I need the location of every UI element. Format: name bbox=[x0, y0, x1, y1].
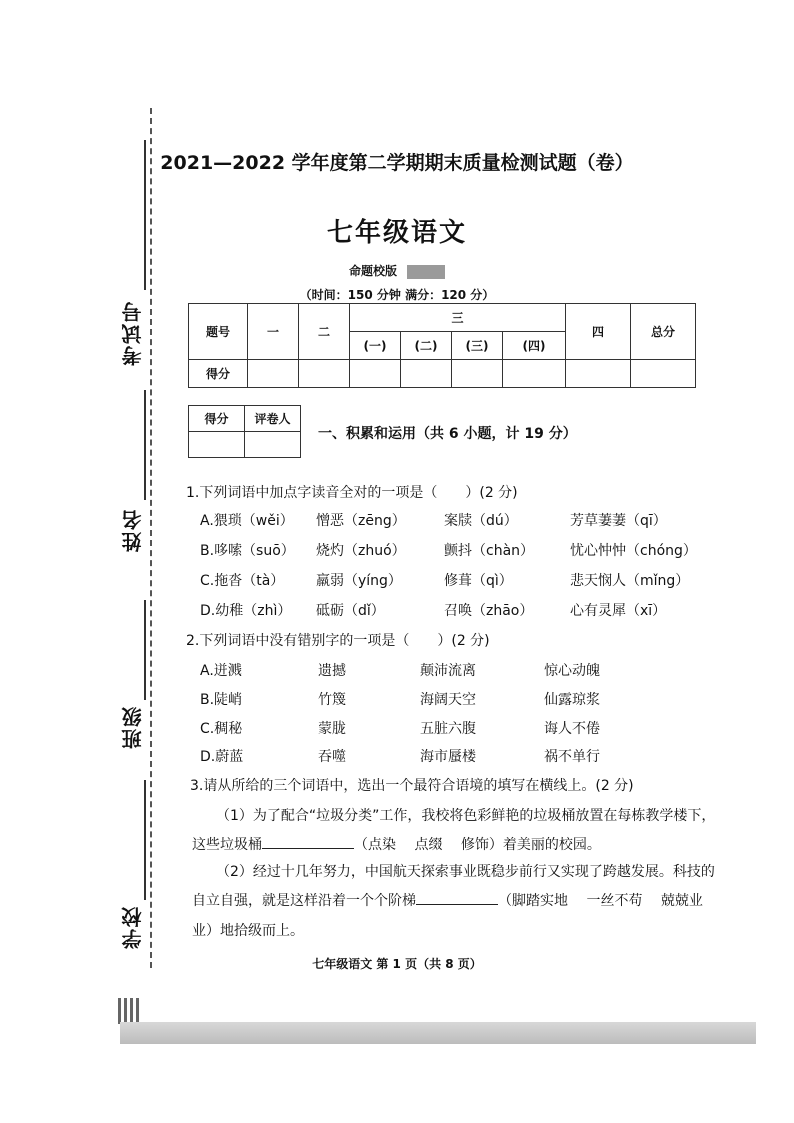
q3-item-1-blank[interactable] bbox=[262, 834, 354, 849]
q1-c-word-2: 羸弱（yíng） bbox=[316, 573, 402, 589]
q1-a-word-1: A.猥琐（wěi） bbox=[200, 513, 294, 529]
score-table-score-label: 得分 bbox=[189, 360, 248, 388]
q1-option-b bbox=[200, 540, 720, 560]
q1-option-a bbox=[200, 510, 720, 530]
exam-no-label: 考试号 bbox=[121, 300, 145, 366]
q3-item-2-blank[interactable] bbox=[416, 890, 498, 905]
score-cell bbox=[401, 360, 452, 388]
q1-b-word-1: B.哆嗦（suō） bbox=[200, 543, 295, 559]
score-table-col-1: 一 bbox=[248, 304, 299, 360]
score-table-col-4: 四 bbox=[566, 304, 631, 360]
score-cell bbox=[452, 360, 503, 388]
q1-d-word-3: 召唤（zhāo） bbox=[444, 603, 534, 619]
section-1-heading: 一、积累和运用（共 6 小题，计 19 分） bbox=[318, 426, 577, 442]
school-rule bbox=[144, 780, 146, 900]
question-2-stem: 2.下列词语中没有错别字的一项是（ ）(2 分) bbox=[186, 633, 490, 649]
q2-b-word-2: 竹篾 bbox=[318, 692, 346, 708]
grader-score-label: 得分 bbox=[189, 406, 245, 432]
score-table-header-label: 题号 bbox=[189, 304, 248, 360]
score-table-col-3: 三 bbox=[350, 304, 566, 332]
q2-a-word-2: 遗撼 bbox=[318, 663, 346, 679]
grader-name-label: 评卷人 bbox=[245, 406, 301, 432]
q3-item-2-line-1: （2）经过十几年努力，中国航天探索事业既稳步前行又实现了跨越发展。科技的 bbox=[216, 864, 715, 880]
q2-d-word-2: 吞噬 bbox=[318, 749, 346, 765]
q2-c-word-2: 蒙胧 bbox=[318, 721, 346, 737]
q3-item-1-line-1: （1）为了配合“垃圾分类”工作，我校将色彩鲜艳的垃圾桶放置在每栋教学楼下， bbox=[216, 808, 716, 824]
time-info: （时间：150 分钟 满分：120 分） bbox=[299, 288, 495, 302]
q2-d-word-1: D.蔚蓝 bbox=[200, 749, 244, 765]
grader-name-cell bbox=[245, 432, 301, 458]
q3-item-2-text-b: （脚踏实地 一丝不苟 兢兢业 bbox=[498, 893, 703, 909]
q3-item-1-text-b: （点染 点缀 修饰）着美丽的校园。 bbox=[354, 837, 601, 853]
q1-b-word-3: 颤抖（chàn） bbox=[444, 543, 535, 559]
score-table-sub-2: (二) bbox=[401, 332, 452, 360]
question-1-stem: 1.下列词语中加点字读音全对的一项是（ ）(2 分) bbox=[186, 485, 518, 501]
q3-item-2-line-3: 业）地拾级而上。 bbox=[192, 923, 304, 939]
q1-c-word-4: 悲天悯人（mǐng） bbox=[570, 573, 690, 589]
score-cell bbox=[299, 360, 350, 388]
score-table-sub-1: (一) bbox=[350, 332, 401, 360]
editor-label: 命题校版 bbox=[348, 264, 397, 278]
q2-a-word-4: 惊心动魄 bbox=[544, 663, 600, 679]
score-table-total: 总分 bbox=[631, 304, 696, 360]
q1-d-word-2: 砥砺（dǐ） bbox=[316, 603, 385, 619]
q2-option-b bbox=[200, 689, 700, 709]
scan-artifact-mark bbox=[118, 998, 140, 1024]
score-cell bbox=[631, 360, 696, 388]
q1-c-word-3: 修葺（qì） bbox=[444, 573, 513, 589]
q2-d-word-3: 海市蜃楼 bbox=[420, 749, 476, 765]
score-table-sub-3: (三) bbox=[452, 332, 503, 360]
q3-item-2-line-2 bbox=[192, 890, 703, 910]
page-footer: 七年级语文 第 1 页（共 8 页） bbox=[312, 957, 482, 971]
editor-line bbox=[0, 262, 794, 279]
score-cell bbox=[503, 360, 566, 388]
school-label: 学校 bbox=[121, 905, 145, 949]
q3-item-1-text-a: 这些垃圾桶 bbox=[192, 837, 262, 853]
q2-c-word-4: 诲人不倦 bbox=[544, 721, 600, 737]
q3-item-2-text-a: 自立自强，就是这样沿着一个个阶梯 bbox=[192, 893, 416, 909]
q1-b-word-2: 烧灼（zhuó） bbox=[316, 543, 406, 559]
score-table-col-2: 二 bbox=[299, 304, 350, 360]
q2-d-word-4: 祸不单行 bbox=[544, 749, 600, 765]
q1-d-word-4: 心有灵犀（xī） bbox=[570, 603, 667, 619]
score-table-sub-4: (四) bbox=[503, 332, 566, 360]
q1-option-c bbox=[200, 570, 720, 590]
score-cell bbox=[350, 360, 401, 388]
question-3-stem: 3.请从所给的三个词语中，选出一个最符合语境的填写在横线上。(2 分) bbox=[190, 778, 634, 794]
score-cell bbox=[566, 360, 631, 388]
q2-b-word-3: 海阔天空 bbox=[420, 692, 476, 708]
name-rule bbox=[144, 390, 146, 500]
scan-artifact-bar bbox=[120, 1022, 756, 1044]
q2-b-word-1: B.陡峭 bbox=[200, 692, 243, 708]
q1-d-word-1: D.幼稚（zhì） bbox=[200, 603, 292, 619]
q2-option-a bbox=[200, 660, 700, 680]
q1-a-word-2: 憎恶（zēng） bbox=[316, 513, 406, 529]
q2-a-word-3: 颠沛流离 bbox=[420, 663, 476, 679]
class-label: 班级 bbox=[121, 705, 145, 749]
q2-c-word-3: 五脏六腹 bbox=[420, 721, 476, 737]
q1-a-word-4: 芳草萋萋（qī） bbox=[570, 513, 667, 529]
grader-box bbox=[188, 405, 301, 458]
q2-a-word-1: A.迸溅 bbox=[200, 663, 242, 679]
q3-item-1-line-2 bbox=[192, 834, 601, 854]
q2-option-c bbox=[200, 718, 700, 738]
q1-b-word-4: 忧心忡忡（chóng） bbox=[570, 543, 697, 559]
q1-a-word-3: 案牍（dú） bbox=[444, 513, 518, 529]
q2-b-word-4: 仙露琼浆 bbox=[544, 692, 600, 708]
subject-title: 七年级语文 bbox=[326, 218, 467, 248]
q1-option-d bbox=[200, 600, 720, 620]
class-rule bbox=[144, 600, 146, 700]
q1-c-word-1: C.拖沓（tà） bbox=[200, 573, 285, 589]
redacted-school-name bbox=[407, 265, 445, 279]
score-table bbox=[188, 303, 696, 388]
name-label: 姓名 bbox=[121, 508, 145, 552]
q2-c-word-1: C.稠秘 bbox=[200, 721, 243, 737]
q2-option-d bbox=[200, 746, 700, 766]
exam-title: 2021—2022 学年度第二学期期末质量检测试题（卷） bbox=[160, 152, 634, 174]
score-cell bbox=[248, 360, 299, 388]
grader-score-cell bbox=[189, 432, 245, 458]
